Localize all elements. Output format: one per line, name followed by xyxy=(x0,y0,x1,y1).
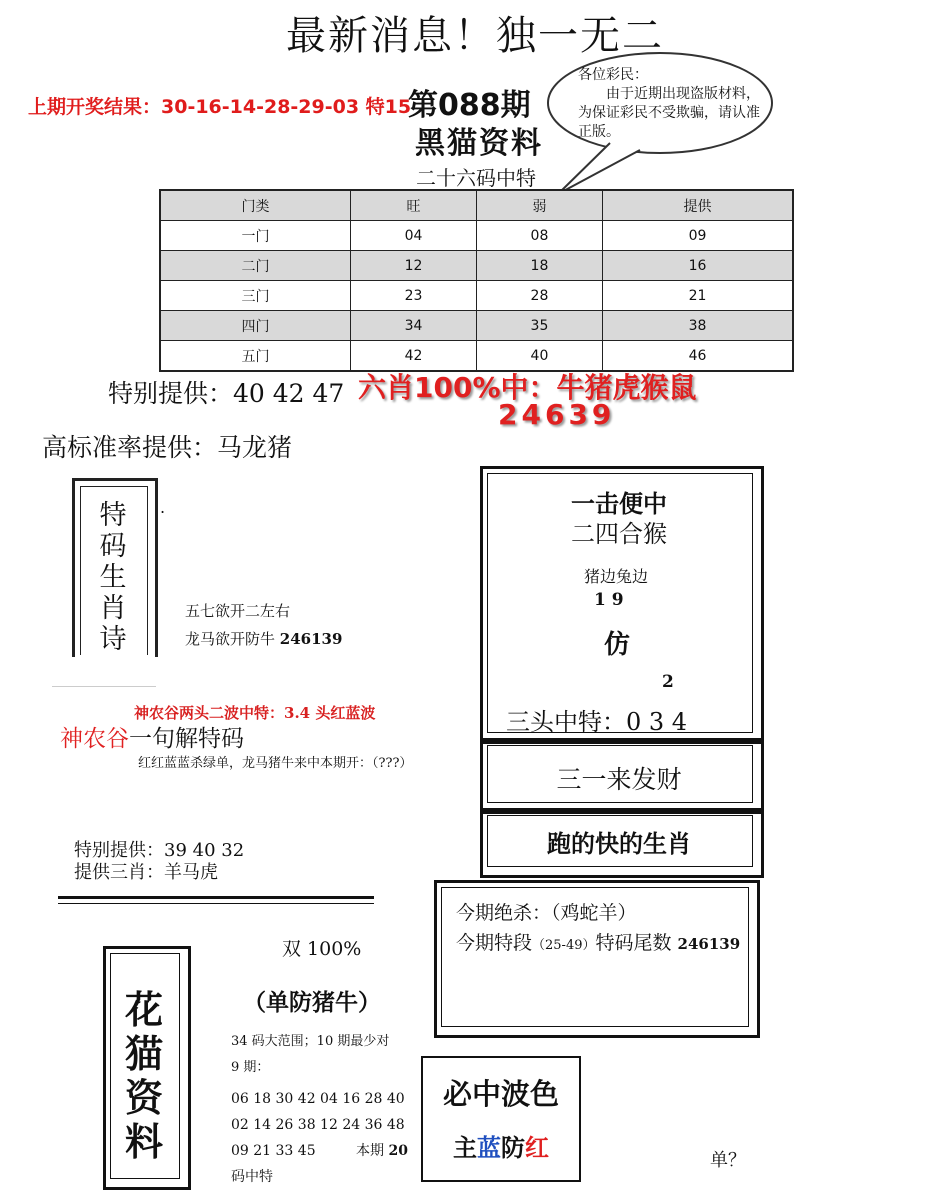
wave-main: 主 xyxy=(453,1133,477,1162)
code-special: 码中特 xyxy=(231,1169,273,1185)
table-row xyxy=(160,221,793,251)
table-cell: 35 xyxy=(476,311,602,341)
issue-number: 第088期 xyxy=(408,88,531,123)
special-offer-2: 特别提供：39 40 32 xyxy=(74,840,245,861)
single-question: 单？ xyxy=(710,1150,746,1171)
table-header: 门类 xyxy=(160,190,351,221)
table-row xyxy=(160,281,793,311)
section-divider-thick xyxy=(58,896,374,899)
table-cell: 五门 xyxy=(160,341,351,372)
number-row: 09 21 33 45 xyxy=(231,1143,316,1159)
bubble-body: 由于近期出现盗版材料，为保证彩民不受欺骗，请认准正版。 xyxy=(578,86,760,140)
this-issue-number: 20 xyxy=(388,1143,408,1159)
digit-2: 2 xyxy=(662,672,674,692)
table-cell: 18 xyxy=(476,251,602,281)
table-cell: 28 xyxy=(476,281,602,311)
segment-label: 今期特段 xyxy=(456,932,533,954)
poem-line-2-text: 龙马欲开防牛 xyxy=(185,630,280,648)
kill-line: 今期绝杀：（鸡蛇羊） xyxy=(456,902,637,924)
section-divider-thin xyxy=(58,903,374,904)
table-cell: 三门 xyxy=(160,281,351,311)
table-cell: 40 xyxy=(476,341,602,372)
poem-title-char: 码 xyxy=(99,531,127,562)
faint-divider xyxy=(52,686,156,687)
flower-cat-char: 资 xyxy=(124,1075,163,1120)
run-fast-text: 跑的快的生肖 xyxy=(547,829,691,858)
this-issue xyxy=(356,1140,408,1160)
poem-dot: . xyxy=(160,498,166,517)
number-row: 02 14 26 38 12 24 36 48 xyxy=(231,1117,405,1133)
high-standard-line: 高标准率提供：马龙猪 xyxy=(42,433,293,462)
wave-red: 红 xyxy=(525,1133,549,1162)
table-cell: 23 xyxy=(351,281,477,311)
page-title: 最新消息！独一无二 xyxy=(286,13,664,59)
table-cell: 08 xyxy=(476,221,602,251)
twenty-six-subtitle: 二十六码中特 xyxy=(416,166,536,190)
flower-cat-char: 料 xyxy=(124,1119,163,1164)
fang-char: 仿 xyxy=(604,630,631,660)
poem-title-char: 生 xyxy=(99,562,127,593)
range-line-2: 9 期： xyxy=(231,1060,270,1075)
one-hit-title: 一击便中 xyxy=(571,489,667,518)
table-row xyxy=(160,251,793,281)
six-zodiac-numbers: 24639 xyxy=(498,398,616,431)
table-header: 提供 xyxy=(602,190,793,221)
wave-colors xyxy=(421,1128,581,1163)
shennong-title-rest: 一句解特码 xyxy=(129,726,244,752)
pig-rabbit-hint: 猪边兔边 xyxy=(584,567,649,586)
table-header: 旺 xyxy=(351,190,477,221)
table-header: 弱 xyxy=(476,190,602,221)
poem-title-char: 诗 xyxy=(99,624,127,655)
shennong-title xyxy=(60,720,244,753)
black-cat-title: 黑猫资料 xyxy=(415,126,543,161)
table-cell: 34 xyxy=(351,311,477,341)
table-cell: 42 xyxy=(351,341,477,372)
flower-cat-char: 猫 xyxy=(124,1031,163,1076)
poem-line-1: 五七欲开二左右 xyxy=(185,602,291,620)
poem-title-char: 肖 xyxy=(99,593,127,624)
poem-line-2 xyxy=(185,628,342,649)
table-cell: 09 xyxy=(602,221,793,251)
table-cell: 21 xyxy=(602,281,793,311)
last-draw-result: 上期开奖结果：30-16-14-28-29-03 特15 xyxy=(28,96,412,118)
table-row xyxy=(160,311,793,341)
table-cell: 04 xyxy=(351,221,477,251)
table-cell: 一门 xyxy=(160,221,351,251)
poem-line-2-number: 246139 xyxy=(279,630,343,648)
bubble-text xyxy=(578,66,768,142)
single-guard: （单防猪牛） xyxy=(243,989,381,1016)
segment-range: （25-49） xyxy=(532,938,596,953)
table-cell: 二门 xyxy=(160,251,351,281)
table-cell: 16 xyxy=(602,251,793,281)
six-zodiac-line: 六肖100%中：牛猪虎猴鼠 xyxy=(358,371,697,404)
digits-1-9: 1 9 xyxy=(594,590,624,610)
poem-title xyxy=(80,500,146,655)
flower-cat-char: 花 xyxy=(124,987,163,1032)
wave-guard: 防 xyxy=(501,1133,525,1162)
double-100: 双 100% xyxy=(282,938,362,960)
fortune-text: 三一来发财 xyxy=(556,765,682,794)
table-cell: 38 xyxy=(602,311,793,341)
table-header-row xyxy=(160,190,793,221)
table-cell: 12 xyxy=(351,251,477,281)
number-row: 06 18 30 42 04 16 28 40 xyxy=(231,1091,405,1107)
wave-title: 必中波色 xyxy=(442,1077,559,1111)
segment-tail-label: 特码尾数 xyxy=(595,932,678,954)
flower-cat-title xyxy=(110,988,178,1164)
range-line-1: 34 码大范围；10 期最少对 xyxy=(231,1034,390,1049)
this-issue-label: 本期 xyxy=(356,1143,389,1159)
shennong-red-line: 神农谷两头二波中特：3.4 头红蓝波 xyxy=(134,704,376,722)
segment-line xyxy=(456,928,740,955)
shennong-note: 红红蓝蓝杀绿单，龙马猪牛来中本期开：（???） xyxy=(138,756,413,771)
poem-title-char: 特 xyxy=(99,500,127,531)
zone-table xyxy=(159,189,794,372)
one-hit-subtitle: 二四合猴 xyxy=(571,520,667,548)
special-offer-1: 特别提供：40 42 47 xyxy=(108,379,345,408)
three-head-line: 三头中特：0 3 4 xyxy=(506,708,688,736)
wave-blue: 蓝 xyxy=(477,1133,501,1162)
shennong-title-red: 神农谷 xyxy=(60,726,129,752)
bubble-greeting: 各位彩民： xyxy=(578,67,648,83)
segment-tail-number: 246139 xyxy=(677,935,741,953)
three-zodiac-line: 提供三肖：羊马虎 xyxy=(74,862,218,883)
table-cell: 四门 xyxy=(160,311,351,341)
table-cell: 46 xyxy=(602,341,793,372)
